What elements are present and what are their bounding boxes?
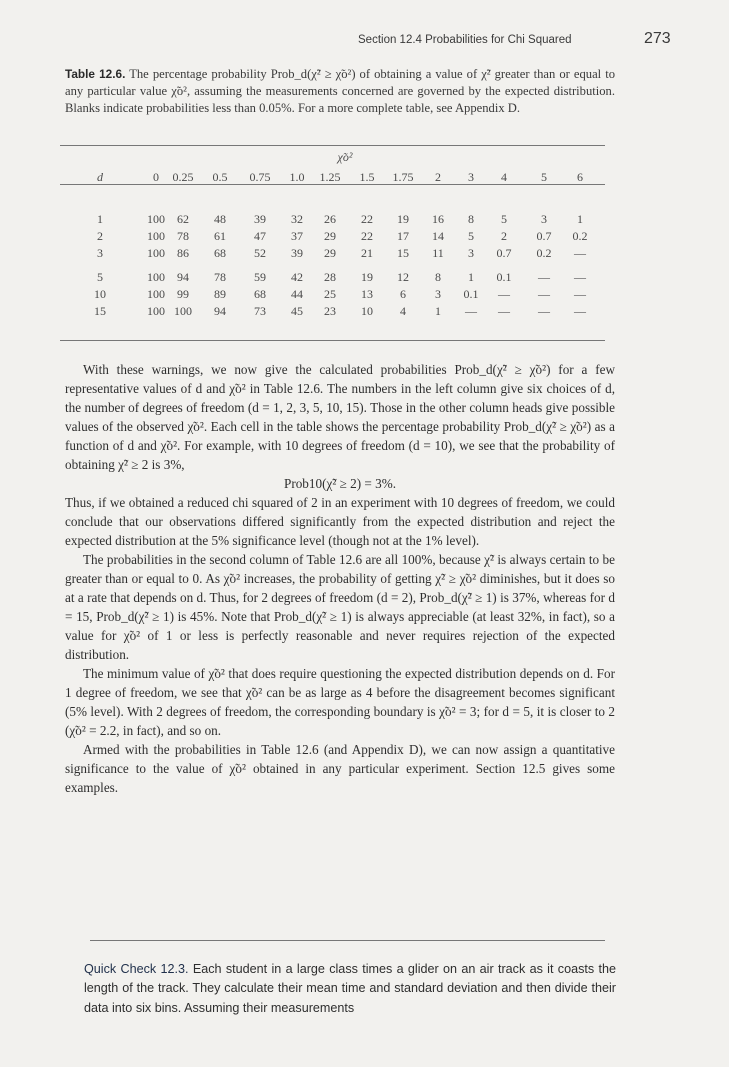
table-cell: 1	[577, 212, 583, 226]
table-cell: 42	[291, 270, 303, 284]
column-header: 0.75	[249, 170, 271, 184]
table-cell: 78	[177, 229, 189, 243]
table-cell: 37	[291, 229, 303, 243]
table-cell: 0.7	[536, 229, 552, 243]
table-cell: 100	[174, 304, 192, 318]
table-cell: 32	[291, 212, 303, 226]
table-cell: 0.1	[463, 287, 479, 301]
column-header: 5	[541, 170, 547, 184]
table-cell: 0.2	[572, 229, 588, 243]
table-cell: 17	[397, 229, 409, 243]
table-cell: 25	[324, 287, 336, 301]
table-cell: 13	[361, 287, 373, 301]
table-cell: 100	[147, 270, 165, 284]
table-cell: 29	[324, 246, 336, 260]
table-cell: 100	[147, 304, 165, 318]
table-row	[60, 270, 605, 286]
table-cell: 2	[501, 229, 507, 243]
d-header: d	[97, 170, 103, 184]
table-cell: 100	[147, 246, 165, 260]
quick-check	[84, 960, 616, 1018]
table-cell: —	[574, 246, 586, 260]
row-d-value: 2	[97, 229, 103, 243]
row-d-value: 5	[97, 270, 103, 284]
table-cell: 62	[177, 212, 189, 226]
column-header: 1.25	[319, 170, 341, 184]
table-row	[60, 304, 605, 320]
table-cell: 16	[432, 212, 444, 226]
table-cell: 14	[432, 229, 444, 243]
table-cell: 28	[324, 270, 336, 284]
column-header: 1.0	[289, 170, 305, 184]
table-cell: —	[538, 287, 550, 301]
table-caption-label: Table 12.6.	[65, 67, 126, 81]
body-text	[65, 360, 615, 797]
table-cell: 73	[254, 304, 266, 318]
column-group-header: χ̃o²	[337, 150, 353, 164]
table-cell: 100	[147, 229, 165, 243]
table-cell: 100	[147, 212, 165, 226]
table-cell: 15	[397, 246, 409, 260]
table-cell: 0.7	[496, 246, 512, 260]
table-cell: 8	[468, 212, 474, 226]
table-cell: 3	[468, 246, 474, 260]
table-cell: 5	[468, 229, 474, 243]
column-header: 0	[153, 170, 159, 184]
column-header: 4	[501, 170, 507, 184]
table-cell: 12	[397, 270, 409, 284]
table-cell: 94	[177, 270, 189, 284]
column-header: 0.5	[212, 170, 228, 184]
table-cell: 22	[361, 229, 373, 243]
table-cell: 4	[400, 304, 406, 318]
column-header: 1.75	[392, 170, 414, 184]
table-cell: 45	[291, 304, 303, 318]
table-cell: 68	[254, 287, 266, 301]
column-header: 1.5	[359, 170, 375, 184]
paragraph-5: Armed with the probabilities in Table 12.6 (and Appendix D), we can now assign a quantitative significance to the value of χ̃o² obtained in any particular experiment. Section 12.5 gives some examples.	[65, 742, 615, 795]
running-header: Section 12.4 Probabilities for Chi Squared	[358, 34, 572, 46]
table-cell: 29	[324, 229, 336, 243]
column-header: 2	[435, 170, 441, 184]
table-cell: 19	[361, 270, 373, 284]
table-cell: 94	[214, 304, 226, 318]
table-cell: 86	[177, 246, 189, 260]
table-cell: 19	[397, 212, 409, 226]
table-cell: 3	[541, 212, 547, 226]
table-cell: 47	[254, 229, 266, 243]
table-cell: 22	[361, 212, 373, 226]
table-row	[60, 246, 605, 262]
table-cell: 44	[291, 287, 303, 301]
table-cell: 1	[435, 304, 441, 318]
table-row	[60, 212, 605, 228]
table-cell: 61	[214, 229, 226, 243]
row-d-value: 3	[97, 246, 103, 260]
paragraph-3: The probabilities in the second column of Table 12.6 are all 100%, because χ̃² is always certain to be greater than or equal to 0. As χ̃o² increases, the probability of getting χ̃² ≥ χ̃o² diminishes, but it does so at a rate that depends on d. Thus, for 2 degrees of freedom (d = 2), Prob_d(χ̃² ≥ 1) is 37%, whereas for d = 15, Prob_d(χ̃² ≥ 1) is 45%. Note that Prob_d(χ̃² ≥ 1) is always appreciable (at least 32%, in fact), so a value for χ̃o² of 1 or less is perfectly reasonable and never requires rejection of the expected distribution.	[65, 552, 615, 662]
table-row	[60, 229, 605, 245]
table-cell: —	[574, 304, 586, 318]
quick-check-title: Quick Check 12.3.	[84, 962, 189, 976]
paragraph-2: Thus, if we obtained a reduced chi squared of 2 in an experiment with 10 degrees of freedom, we could conclude that our observations differed significantly from the expected distribution and reject the expected distribution at the 5% significance level (though not at the 1% level).	[65, 495, 615, 548]
table-cell: 78	[214, 270, 226, 284]
table-cell: 68	[214, 246, 226, 260]
table-header-row	[60, 170, 605, 186]
row-d-value: 15	[94, 304, 106, 318]
page-number: 273	[644, 30, 671, 47]
table-top-rule	[60, 145, 605, 146]
column-header: 6	[577, 170, 583, 184]
table-cell: 48	[214, 212, 226, 226]
table-cell: 1	[468, 270, 474, 284]
equation: Prob10(χ̃² ≥ 2) = 3%.	[283, 476, 397, 491]
table-cell: 0.1	[496, 270, 512, 284]
table-cell: 21	[361, 246, 373, 260]
table-cell: —	[538, 270, 550, 284]
table-cell: 11	[432, 246, 444, 260]
quick-check-rule	[90, 940, 605, 941]
table-cell: 6	[400, 287, 406, 301]
quick-check-text: Each student in a large class times a glider on an air track as it coasts the length of the track. They calculate their mean time and standard deviation and then divide their data into six bins. Assuming their measurements	[84, 962, 617, 1015]
table-cell: 89	[214, 287, 226, 301]
table-cell: 8	[435, 270, 441, 284]
table-cell: —	[498, 287, 510, 301]
table-cell: 0.2	[536, 246, 552, 260]
table-cell: —	[574, 270, 586, 284]
table-cell: 3	[435, 287, 441, 301]
row-d-value: 10	[94, 287, 106, 301]
table-cell: 100	[147, 287, 165, 301]
table-caption-text: The percentage probability Prob_d(χ̃² ≥ χ̃o²) of obtaining a value of χ̃² greater than or equal to any particular value χ̃o², assuming the measurements concerned are governed by the expected distribution. Blanks indicate probabilities less than 0.05%. For a more complete table, see Appendix D.	[65, 67, 616, 116]
column-header: 0.25	[172, 170, 194, 184]
table-cell: —	[465, 304, 477, 318]
table-cell: —	[574, 287, 586, 301]
table-cell: 99	[177, 287, 189, 301]
column-header: 3	[468, 170, 474, 184]
table-cell: 5	[501, 212, 507, 226]
row-d-value: 1	[97, 212, 103, 226]
paragraph-4: The minimum value of χ̃o² that does require questioning the expected distribution depends on d. For 1 degree of freedom, we see that χ̃o² can be as large as 4 before the disagreement becomes significant (5% level). With 2 degrees of freedom, the corresponding boundary is χ̃o² = 3; for d = 5, it is closer to 2 (χ̃o² = 2.2, in fact), and so on.	[65, 666, 615, 738]
table-cell: 26	[324, 212, 336, 226]
table-caption	[65, 66, 615, 118]
table-cell: —	[538, 304, 550, 318]
table-cell: 10	[361, 304, 373, 318]
table-cell: —	[498, 304, 510, 318]
table-cell: 23	[324, 304, 336, 318]
table-bottom-rule	[60, 340, 605, 341]
table-cell: 39	[291, 246, 303, 260]
paragraph-1: With these warnings, we now give the calculated probabilities Prob_d(χ̃² ≥ χ̃o²) for a few representative values of d and χ̃o² in Table 12.6. The numbers in the left column give six choices of d, the number of degrees of freedom (d = 1, 2, 3, 5, 10, 15). Those in the other column heads give possible values of the observed χ̃o². Each cell in the table shows the percentage probability Prob_d(χ̃² ≥ χ̃o²) as a function of d and χ̃o². For example, with 10 degrees of freedom (d = 10), we see that the probability of obtaining χ̃² ≥ 2 is 3%,	[65, 362, 615, 472]
table-cell: 39	[254, 212, 266, 226]
table-cell: 59	[254, 270, 266, 284]
table-row	[60, 287, 605, 303]
table-cell: 52	[254, 246, 266, 260]
